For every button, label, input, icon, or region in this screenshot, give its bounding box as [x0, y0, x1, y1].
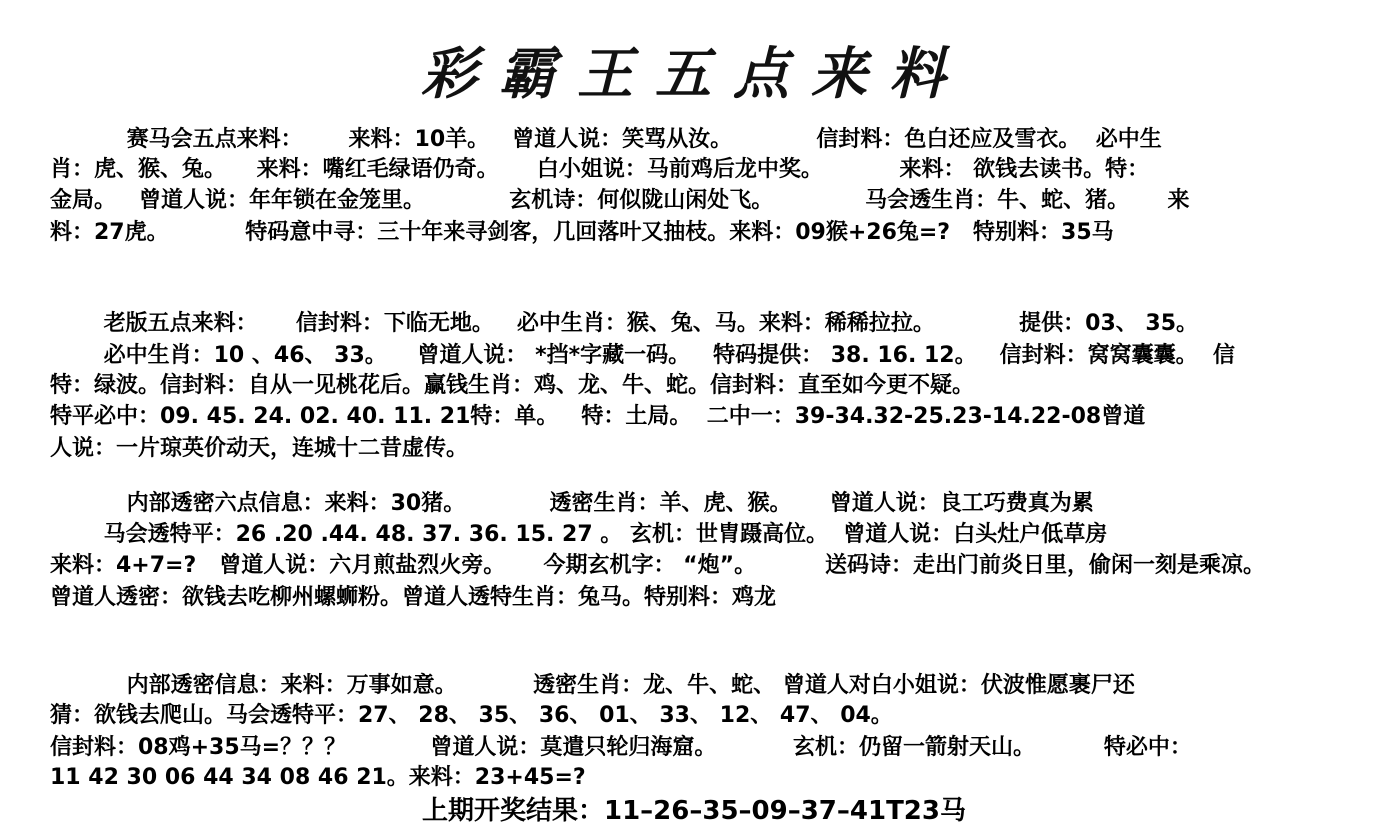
text-line: 马会透特平：26 .20 .44. 48. 37. 36. 15. 27 。 玄机：世胄蹑高位。 曾道人说：白头灶户低草房 — [50, 522, 1108, 547]
text-line: 金局。 曾道人说：年年锁在金笼里。 玄机诗：何似陇山闲处飞。 马会透生肖：牛、蛇、猪。 来 — [50, 188, 1190, 213]
text-line: 人说：一片琼英价动天，连城十二昔虚传。 — [50, 436, 469, 461]
text-line: 特平必中：09. 45. 24. 02. 40. 11. 21特：单。 特：土局。 二中一：39-34.32-25.23-14.22-08曾道 — [50, 404, 1146, 429]
last-result: 上期开奖结果：11–26–35–09–37–41T23马 — [421, 796, 966, 826]
text-line: 特：绿波。信封料：自从一见桃花后。赢钱生肖：鸡、龙、牛、蛇。信封料：直至如今更不疑。 — [50, 373, 975, 398]
text-line: 老版五点来料： 信封料：下临无地。 必中生肖：猴、兔、马。来料：稀稀拉拉。 提供：03、 35。 — [50, 311, 1199, 336]
text-line: 赛马会五点来料： 来料：10羊。 曾道人说：笑骂从汝。 信封料：色白还应及雪衣。 必中生 — [50, 127, 1162, 152]
text-line: 内部透密六点信息：来料：30猪。 透密生肖：羊、虎、猴。 曾道人说：良工巧费真为累 — [50, 491, 1094, 516]
text-line: 信封料：08鸡+35马=？？？ 曾道人说：莫遣只轮归海窟。 玄机：仍留一箭射天山。 特必中： — [50, 735, 1192, 760]
text-line: 猜：欲钱去爬山。马会透特平：27、 28、 35、 36、 01、 33、 12、 47、 04。 — [50, 703, 893, 728]
text-line: 料：27虎。 特码意中寻：三十年来寻剑客，几回落叶又抽枝。来料：09猴+26兔=? 特别料：35马 — [50, 220, 1114, 245]
text-line: 内部透密信息：来料：万事如意。 透密生肖：龙、牛、蛇、 曾道人对白小姐说：伏波惟愿裹尸还 — [50, 673, 1135, 698]
text-line: 曾道人透密：欲钱去吃柳州螺蛳粉。曾道人透特生肖：兔马。特别料：鸡龙 — [50, 585, 777, 610]
text-line: 来料：4+7=? 曾道人说：六月煎盐烈火旁。 今期玄机字： “炮”。 送码诗：走出门前炎日里，偷闲一刻是乘凉。 — [50, 553, 1266, 578]
text-line: 肖：虎、猴、兔。 来料：嘴红毛绿语仍奇。 白小姐说：马前鸡后龙中奖。 来料： 欲钱去读书。特： — [50, 157, 1150, 182]
page-title: 彩霸王五点来料 — [421, 41, 967, 107]
text-line: 11 42 30 06 44 34 08 46 21。来料：23+45=? — [50, 765, 586, 790]
text-line: 必中生肖：10 、46、 33。 曾道人说： *挡*字藏一码。 特码提供： 38. 16. 12。 信封料：窝窝囊囊。 信 — [50, 343, 1235, 368]
